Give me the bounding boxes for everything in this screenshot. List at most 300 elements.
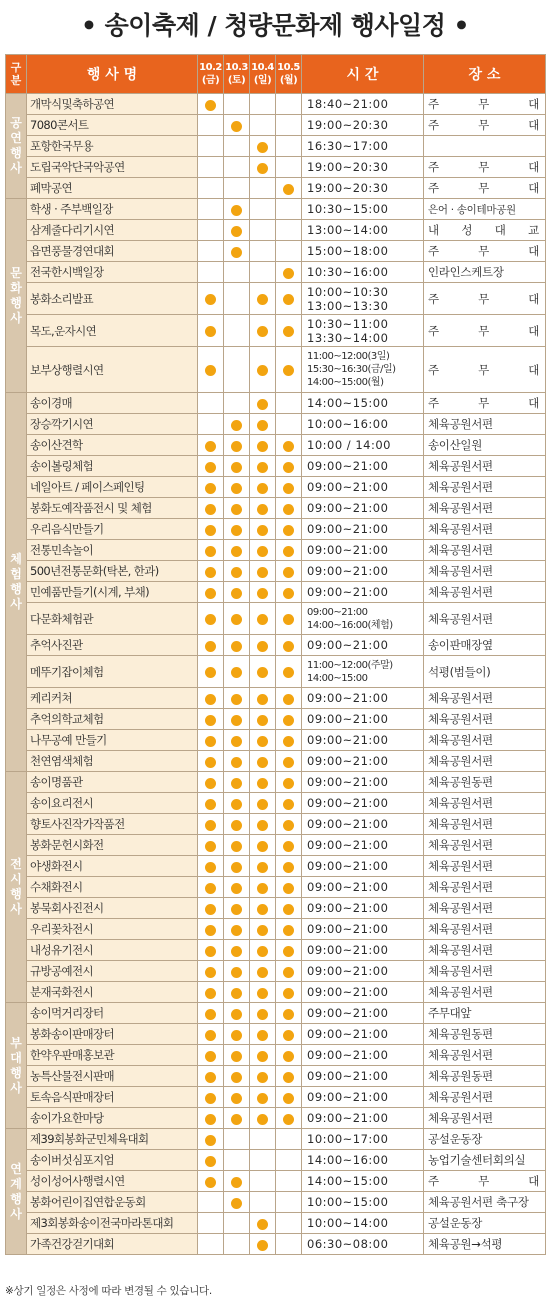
scheduled-dot-icon (205, 946, 216, 957)
time-line: 09:00~21:00 (307, 985, 389, 999)
event-place: 공설운동장 (424, 1129, 546, 1150)
page-title: • 송이축제 / 청량문화제 행사일정 • (80, 11, 470, 40)
table-row (6, 1192, 546, 1213)
event-name: 봉화문헌시화전 (27, 835, 198, 856)
day-cell (198, 1192, 224, 1213)
scheduled-dot-icon (257, 1051, 268, 1062)
day-cell (250, 656, 276, 688)
day-cell (250, 709, 276, 730)
scheduled-dot-icon (257, 399, 268, 410)
event-place: 주 무 대 (424, 347, 546, 393)
time-line: 09:00~21:00 (307, 859, 389, 873)
scheduled-dot-icon (231, 1030, 242, 1041)
table-row (6, 877, 546, 898)
event-place: 체육공원서편 (424, 814, 546, 835)
event-name: 500년전통문화(탁본, 한과) (27, 561, 198, 582)
event-name: 봉화어린이집연합운동회 (27, 1192, 198, 1213)
day-cell (198, 635, 224, 656)
day-cell (276, 982, 302, 1003)
time-line: 09:00~21:00 (307, 606, 368, 618)
day-cell (250, 814, 276, 835)
table-row (6, 136, 546, 157)
day-cell (276, 1171, 302, 1192)
day-cell (276, 635, 302, 656)
event-place: 체육공원서편 (424, 603, 546, 635)
table-row (6, 814, 546, 835)
table-row (6, 730, 546, 751)
day-cell (224, 498, 250, 519)
time-line: 09:00~21:00 (307, 1006, 389, 1020)
scheduled-dot-icon (283, 925, 294, 936)
event-name: 다문화체험관 (27, 603, 198, 635)
event-time (302, 315, 424, 347)
scheduled-dot-icon (231, 667, 242, 678)
scheduled-dot-icon (257, 799, 268, 810)
event-name: 포항한국무용 (27, 136, 198, 157)
time-line: 14:00~15:00 (307, 1174, 389, 1188)
day-cell (250, 1045, 276, 1066)
time-line: 09:00~21:00 (307, 838, 389, 852)
event-name: 분재국화전시 (27, 982, 198, 1003)
day-cell (276, 283, 302, 315)
scheduled-dot-icon (257, 946, 268, 957)
day-cell (198, 315, 224, 347)
event-place: 공설운동장 (424, 1213, 546, 1234)
day-cell (198, 477, 224, 498)
scheduled-dot-icon (283, 799, 294, 810)
event-place: 체육공원서편 (424, 730, 546, 751)
scheduled-dot-icon (205, 483, 216, 494)
table-row (6, 635, 546, 656)
day-cell (224, 414, 250, 435)
scheduled-dot-icon (231, 420, 242, 431)
day-cell (198, 1066, 224, 1087)
event-time (302, 1171, 424, 1192)
day-cell (250, 1171, 276, 1192)
time-line: 13:00~13:30 (307, 298, 389, 313)
scheduled-dot-icon (205, 100, 216, 111)
event-place: 주 무 대 (424, 315, 546, 347)
day-cell (224, 283, 250, 315)
scheduled-dot-icon (231, 1114, 242, 1125)
event-place: 체육공원서편 (424, 961, 546, 982)
time-line: 10:00~10:30 (307, 284, 389, 299)
event-place: 주 무 대 (424, 157, 546, 178)
table-row (6, 178, 546, 199)
event-place: 체육공원서편 (424, 414, 546, 435)
time-line: 10:00~14:00 (307, 1216, 389, 1230)
event-name: 농특산물전시판매 (27, 1066, 198, 1087)
event-name: 송이먹거리장터 (27, 1003, 198, 1024)
scheduled-dot-icon (257, 1030, 268, 1041)
scheduled-dot-icon (257, 462, 268, 473)
event-name: 제39회봉화군민체육대회 (27, 1129, 198, 1150)
event-name: 우리꽃차전시 (27, 919, 198, 940)
event-time (302, 1108, 424, 1129)
day-cell (198, 877, 224, 898)
day-cell (224, 220, 250, 241)
event-time (302, 178, 424, 199)
event-name: 개막식및축하공연 (27, 94, 198, 115)
scheduled-dot-icon (283, 546, 294, 557)
event-time (302, 1213, 424, 1234)
day-cell (198, 456, 224, 477)
day-cell (224, 656, 250, 688)
event-name: 보부상행렬시연 (27, 347, 198, 393)
day-cell (198, 1003, 224, 1024)
header-category: 구분 (6, 55, 27, 94)
event-name: 수채화전시 (27, 877, 198, 898)
event-place: 체육공원서편 (424, 856, 546, 877)
time-line: 16:30~17:00 (307, 139, 389, 153)
event-time (302, 1003, 424, 1024)
day-cell (250, 498, 276, 519)
day-cell (224, 1213, 250, 1234)
day-cell (250, 347, 276, 393)
day-cell (250, 751, 276, 772)
day-cell (198, 283, 224, 315)
day-cell (250, 582, 276, 603)
day-cell (250, 477, 276, 498)
event-place: 은어 · 송이테마공원 (424, 199, 546, 220)
event-place: 주 무 대 (424, 241, 546, 262)
day-cell (198, 94, 224, 115)
day-cell (250, 414, 276, 435)
table-row (6, 241, 546, 262)
day-cell (250, 115, 276, 136)
scheduled-dot-icon (231, 1093, 242, 1104)
day-cell (198, 1171, 224, 1192)
table-row (6, 709, 546, 730)
category-cell (6, 1003, 27, 1129)
header-time: 시 간 (302, 55, 424, 94)
scheduled-dot-icon (257, 841, 268, 852)
time-line: 09:00~21:00 (307, 585, 389, 599)
day-cell (276, 772, 302, 793)
table-row (6, 94, 546, 115)
day-cell (198, 220, 224, 241)
scheduled-dot-icon (205, 588, 216, 599)
scheduled-dot-icon (205, 567, 216, 578)
day-cell (198, 540, 224, 561)
time-line: 09:00~21:00 (307, 880, 389, 894)
event-place: 체육공원서편 (424, 898, 546, 919)
time-line: 10:00 / 14:00 (307, 438, 391, 452)
scheduled-dot-icon (283, 667, 294, 678)
event-name: 추억의학교체험 (27, 709, 198, 730)
day-cell (250, 1150, 276, 1171)
day-cell (276, 940, 302, 961)
header-date-3: 10.4 (일) (250, 55, 276, 94)
day-cell (276, 435, 302, 456)
scheduled-dot-icon (283, 641, 294, 652)
event-time (302, 656, 424, 688)
event-place: 체육공원서편 (424, 1087, 546, 1108)
scheduled-dot-icon (257, 326, 268, 337)
table-row (6, 856, 546, 877)
day-cell (224, 1066, 250, 1087)
scheduled-dot-icon (205, 925, 216, 936)
day-cell (276, 477, 302, 498)
scheduled-dot-icon (257, 667, 268, 678)
day-cell (198, 561, 224, 582)
day-cell (250, 315, 276, 347)
day-cell (224, 561, 250, 582)
scheduled-dot-icon (205, 1051, 216, 1062)
event-name: 봉묵회사진전시 (27, 898, 198, 919)
day-cell (224, 814, 250, 835)
day-cell (224, 540, 250, 561)
time-line: 09:00~21:00 (307, 1027, 389, 1041)
header-date-1: 10.2 (금) (198, 55, 224, 94)
table-row (6, 1045, 546, 1066)
event-name: 한약우판매홍보관 (27, 1045, 198, 1066)
day-cell (224, 982, 250, 1003)
day-cell (224, 772, 250, 793)
event-name: 송이경매 (27, 393, 198, 414)
day-cell (276, 856, 302, 877)
day-cell (198, 656, 224, 688)
scheduled-dot-icon (283, 1072, 294, 1083)
day-cell (198, 1108, 224, 1129)
day-cell (250, 961, 276, 982)
scheduled-dot-icon (231, 1051, 242, 1062)
day-cell (276, 709, 302, 730)
scheduled-dot-icon (205, 883, 216, 894)
day-cell (224, 262, 250, 283)
time-line: 10:00~15:00 (307, 1195, 389, 1209)
scheduled-dot-icon (283, 883, 294, 894)
event-place: 체육공원서편 (424, 709, 546, 730)
table-row (6, 498, 546, 519)
day-cell (276, 688, 302, 709)
scheduled-dot-icon (205, 715, 216, 726)
day-cell (198, 519, 224, 540)
scheduled-dot-icon (231, 694, 242, 705)
event-place: 송이판매장옆 (424, 635, 546, 656)
table-row (6, 1087, 546, 1108)
event-time (302, 1234, 424, 1255)
scheduled-dot-icon (283, 326, 294, 337)
scheduled-dot-icon (231, 925, 242, 936)
event-time (302, 835, 424, 856)
time-line: 09:00~21:00 (307, 922, 389, 936)
day-cell (224, 1045, 250, 1066)
day-cell (224, 877, 250, 898)
table-row (6, 898, 546, 919)
scheduled-dot-icon (205, 1009, 216, 1020)
day-cell (224, 178, 250, 199)
day-cell (276, 498, 302, 519)
table-row (6, 1171, 546, 1192)
scheduled-dot-icon (231, 614, 242, 625)
day-cell (276, 793, 302, 814)
day-cell (198, 136, 224, 157)
day-cell (250, 835, 276, 856)
table-row (6, 414, 546, 435)
event-place: 체육공원서편 (424, 498, 546, 519)
event-name: 송이명품관 (27, 772, 198, 793)
day-cell (250, 1213, 276, 1234)
day-cell (198, 814, 224, 835)
table-row (6, 115, 546, 136)
day-cell (224, 435, 250, 456)
scheduled-dot-icon (257, 1240, 268, 1251)
day-cell (198, 688, 224, 709)
day-cell (224, 1171, 250, 1192)
day-cell (250, 136, 276, 157)
scheduled-dot-icon (205, 504, 216, 515)
time-line: 09:00~21:00 (307, 943, 389, 957)
time-line: 09:00~21:00 (307, 543, 389, 557)
event-time (302, 115, 424, 136)
day-cell (276, 347, 302, 393)
table-row (6, 751, 546, 772)
day-cell (250, 856, 276, 877)
scheduled-dot-icon (231, 205, 242, 216)
scheduled-dot-icon (231, 862, 242, 873)
scheduled-dot-icon (205, 1093, 216, 1104)
event-time (302, 982, 424, 1003)
time-line: 09:00~21:00 (307, 1111, 389, 1125)
day-cell (224, 1108, 250, 1129)
day-cell (276, 582, 302, 603)
scheduled-dot-icon (231, 1198, 242, 1209)
time-line: 13:30~14:00 (307, 330, 389, 345)
time-line: 09:00~21:00 (307, 638, 389, 652)
day-cell (276, 136, 302, 157)
day-cell (276, 1066, 302, 1087)
event-place: 체육공원서편 (424, 982, 546, 1003)
event-time (302, 283, 424, 315)
event-time (302, 1087, 424, 1108)
scheduled-dot-icon (205, 736, 216, 747)
time-line: 19:00~20:30 (307, 118, 389, 132)
day-cell (276, 315, 302, 347)
scheduled-dot-icon (283, 1051, 294, 1062)
event-time (302, 961, 424, 982)
scheduled-dot-icon (283, 1030, 294, 1041)
event-time (302, 730, 424, 751)
day-cell (198, 1024, 224, 1045)
table-row (6, 1024, 546, 1045)
event-place: 주 무 대 (424, 115, 546, 136)
day-cell (276, 919, 302, 940)
time-line: 19:00~20:30 (307, 160, 389, 174)
event-name: 봉화소리발표 (27, 283, 198, 315)
table-row (6, 1066, 546, 1087)
day-cell (198, 435, 224, 456)
time-line: 09:00~21:00 (307, 459, 389, 473)
day-cell (250, 199, 276, 220)
event-time (302, 793, 424, 814)
event-place: 체육공원서편 (424, 835, 546, 856)
event-time (302, 856, 424, 877)
scheduled-dot-icon (257, 694, 268, 705)
scheduled-dot-icon (205, 1156, 216, 1167)
event-name: 가족건강걷기대회 (27, 1234, 198, 1255)
time-line: 14:00~15:00 (307, 672, 368, 684)
category-cell (6, 393, 27, 772)
event-name: 삼계줄다리기시연 (27, 220, 198, 241)
scheduled-dot-icon (257, 925, 268, 936)
day-cell (276, 1129, 302, 1150)
event-place: 인라인스케트장 (424, 262, 546, 283)
time-line: 09:00~21:00 (307, 1090, 389, 1104)
time-line: 09:00~21:00 (307, 796, 389, 810)
scheduled-dot-icon (283, 1093, 294, 1104)
table-row (6, 315, 546, 347)
scheduled-dot-icon (257, 294, 268, 305)
table-row (6, 656, 546, 688)
table-row (6, 835, 546, 856)
day-cell (198, 241, 224, 262)
day-cell (276, 603, 302, 635)
day-cell (250, 982, 276, 1003)
table-row (6, 435, 546, 456)
event-place: 체육공원동편 (424, 772, 546, 793)
table-row (6, 1213, 546, 1234)
day-cell (276, 1045, 302, 1066)
scheduled-dot-icon (231, 121, 242, 132)
table-row (6, 347, 546, 393)
event-time (302, 241, 424, 262)
scheduled-dot-icon (283, 967, 294, 978)
day-cell (276, 178, 302, 199)
event-name: 전국한시백일장 (27, 262, 198, 283)
scheduled-dot-icon (231, 715, 242, 726)
scheduled-dot-icon (257, 546, 268, 557)
day-cell (276, 519, 302, 540)
day-cell (198, 414, 224, 435)
scheduled-dot-icon (257, 504, 268, 515)
day-cell (198, 961, 224, 982)
scheduled-dot-icon (283, 268, 294, 279)
category-cell (6, 94, 27, 199)
event-time (302, 347, 424, 393)
event-place: 체육공원→석평 (424, 1234, 546, 1255)
table-row (6, 961, 546, 982)
time-line: 09:00~21:00 (307, 775, 389, 789)
scheduled-dot-icon (231, 946, 242, 957)
table-row (6, 477, 546, 498)
time-line: 10:30~15:00 (307, 202, 389, 216)
day-cell (250, 1234, 276, 1255)
event-time (302, 582, 424, 603)
time-line: 14:00~15:00(월) (307, 377, 384, 388)
day-cell (224, 136, 250, 157)
day-cell (224, 793, 250, 814)
day-cell (198, 115, 224, 136)
scheduled-dot-icon (205, 441, 216, 452)
table-row (6, 393, 546, 414)
scheduled-dot-icon (257, 365, 268, 376)
scheduled-dot-icon (205, 326, 216, 337)
table-row (6, 283, 546, 315)
day-cell (224, 1150, 250, 1171)
event-place: 체육공원서편 (424, 751, 546, 772)
time-line: 09:00~21:00 (307, 480, 389, 494)
event-name: 우리음식만들기 (27, 519, 198, 540)
category-label: 문화행사 (10, 265, 22, 325)
event-place: 체육공원서편 (424, 1108, 546, 1129)
scheduled-dot-icon (257, 1114, 268, 1125)
scheduled-dot-icon (205, 365, 216, 376)
scheduled-dot-icon (283, 715, 294, 726)
scheduled-dot-icon (257, 567, 268, 578)
scheduled-dot-icon (283, 841, 294, 852)
event-place: 체육공원서편 (424, 940, 546, 961)
